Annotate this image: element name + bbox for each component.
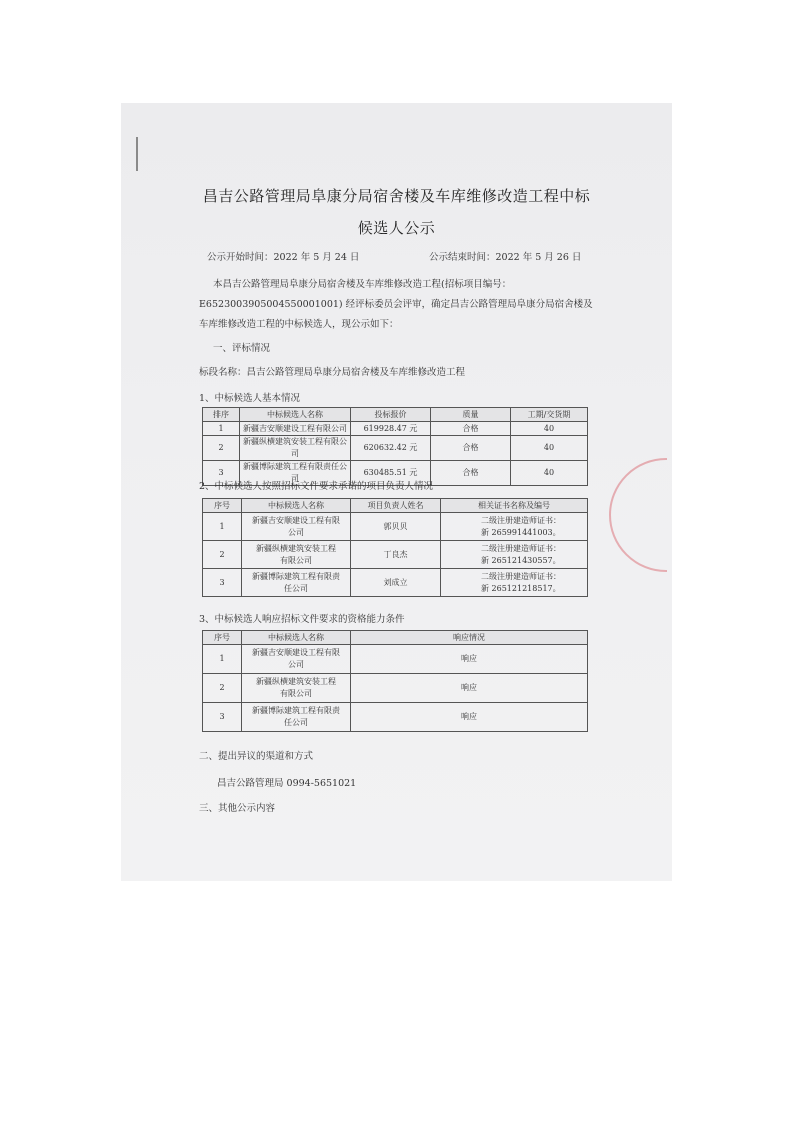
start-time: 公示开始时间：2022 年 5 月 24 日 (207, 252, 360, 263)
company-name-line1: 新疆吉安顺建设工程有限 (252, 515, 340, 525)
company-name-line2: 公司 (288, 527, 304, 537)
table-cell: 新疆吉安顺建设工程有限公司 (240, 422, 351, 436)
table-header-cell: 中标候选人名称 (240, 408, 351, 422)
document-photo (121, 103, 672, 881)
document-title-line1: 昌吉公路管理局阜康分局宿舍楼及车库维修改造工程中标 (202, 187, 591, 205)
table-cell (242, 513, 351, 541)
certificate-name: 二级注册建造师证书： (481, 543, 561, 553)
table-header-cell: 质量 (431, 408, 511, 422)
table-cell: 619928.47 元 (351, 422, 431, 436)
bid-section-name: 标段名称：昌吉公路管理局阜康分局宿舍楼及车库维修改造工程 (199, 367, 466, 378)
table-cell: 620632.42 元 (351, 436, 431, 461)
table-cell (242, 645, 351, 674)
intro-line3: 车库维修改造工程的中标候选人，现公示如下： (199, 319, 399, 330)
table-cell: 630485.51 元 (351, 461, 431, 486)
table-header-cell: 相关证书名称及编号 (441, 499, 588, 513)
company-name-line1: 新疆吉安顺建设工程有限 (252, 648, 340, 657)
table-cell: 2 (203, 541, 242, 569)
table-cell: 3 (203, 703, 242, 732)
certificate-number: 新 265121430557。 (481, 555, 561, 565)
company-name-line2: 有限公司 (280, 689, 312, 698)
table-cell: 40 (511, 436, 588, 461)
company-name-line1: 新疆博际建筑工程有限责 (252, 571, 340, 581)
table-row (203, 674, 588, 703)
end-time: 公示结束时间：2022 年 5 月 26 日 (429, 252, 582, 263)
company-name-line1: 新疆纵横建筑安装工程 (256, 543, 336, 553)
table-cell (242, 541, 351, 569)
table-cell: 合格 (431, 461, 511, 486)
company-name-line2: 任公司 (284, 718, 308, 727)
table-cell: 40 (511, 461, 588, 486)
table-cell: 响应 (351, 674, 588, 703)
company-name-line2: 公司 (288, 660, 304, 669)
table-row (203, 513, 588, 541)
table-cell: 1 (203, 513, 242, 541)
table-header-cell: 中标候选人名称 (242, 499, 351, 513)
table-cell (441, 541, 588, 569)
table-header-row (203, 499, 588, 513)
table-cell: 2 (203, 674, 242, 703)
section1-heading: 一、评标情况 (213, 343, 271, 354)
table-cell: 3 (203, 461, 240, 486)
table-cell (441, 569, 588, 597)
qualification-response-table (202, 630, 588, 732)
intro-line1: 本昌吉公路管理局阜康分局宿舍楼及车库维修改造工程(招标项目编号： (213, 279, 512, 290)
section2-heading: 二、提出异议的渠道和方式 (199, 751, 314, 762)
table-cell: 新疆博际建筑工程有限责任公司 (240, 461, 351, 486)
project-manager-table (202, 498, 588, 597)
company-name-line2: 有限公司 (280, 555, 312, 565)
table-row (203, 436, 588, 461)
official-seal-stamp (609, 458, 672, 572)
table-row (203, 569, 588, 597)
company-name-line2: 任公司 (284, 583, 308, 593)
table-row (203, 645, 588, 674)
certificate-name: 二级注册建造师证书： (481, 515, 561, 525)
table-cell: 刘成立 (351, 569, 441, 597)
section3-heading: 三、其他公示内容 (199, 803, 276, 814)
certificate-number: 新 265121218517。 (481, 583, 561, 593)
table-row (203, 541, 588, 569)
table-header-cell: 序号 (203, 499, 242, 513)
table-cell: 郭贝贝 (351, 513, 441, 541)
paper-edge-mark (136, 137, 138, 171)
table-cell (242, 569, 351, 597)
table-header-cell: 序号 (203, 631, 242, 645)
candidate-basic-table (202, 407, 588, 486)
sub1-heading: 1、中标候选人基本情况 (199, 393, 301, 404)
sub3-heading: 3、中标候选人响应招标文件要求的资格能力条件 (199, 614, 405, 625)
table-header-cell: 项目负责人姓名 (351, 499, 441, 513)
table-header-row (203, 408, 588, 422)
certificate-number: 新 265991441003。 (481, 527, 561, 537)
certificate-name: 二级注册建造师证书： (481, 571, 561, 581)
intro-line2: E6523003905004550001001) 经评标委员会评审，确定昌吉公路管理局阜康分局宿舍楼及 (199, 299, 593, 310)
table-cell (242, 703, 351, 732)
table-header-cell: 排序 (203, 408, 240, 422)
sub2-heading: 2、中标候选人按照招标文件要求承诺的项目负责人情况 (199, 481, 434, 492)
table-cell (242, 674, 351, 703)
table-header-cell: 中标候选人名称 (242, 631, 351, 645)
table-cell: 响应 (351, 703, 588, 732)
table-cell: 合格 (431, 436, 511, 461)
document-title-line2: 候选人公示 (357, 219, 436, 237)
table-header-cell: 响应情况 (351, 631, 588, 645)
table-cell: 40 (511, 422, 588, 436)
table-row (203, 422, 588, 436)
table-cell: 2 (203, 436, 240, 461)
table-cell: 1 (203, 422, 240, 436)
table-cell: 3 (203, 569, 242, 597)
table-cell: 1 (203, 645, 242, 674)
table-row (203, 703, 588, 732)
company-name-line1: 新疆纵横建筑安装工程 (256, 677, 336, 686)
table-cell: 丁良杰 (351, 541, 441, 569)
table-cell: 响应 (351, 645, 588, 674)
table-cell (441, 513, 588, 541)
table-header-row (203, 631, 588, 645)
table-cell: 新疆纵横建筑安装工程有限公司 (240, 436, 351, 461)
contact-info: 昌吉公路管理局 0994-5651021 (217, 778, 357, 789)
table-cell: 合格 (431, 422, 511, 436)
table-header-cell: 工期/交货期 (511, 408, 588, 422)
company-name-line1: 新疆博际建筑工程有限责 (252, 706, 340, 715)
table-header-cell: 投标报价 (351, 408, 431, 422)
